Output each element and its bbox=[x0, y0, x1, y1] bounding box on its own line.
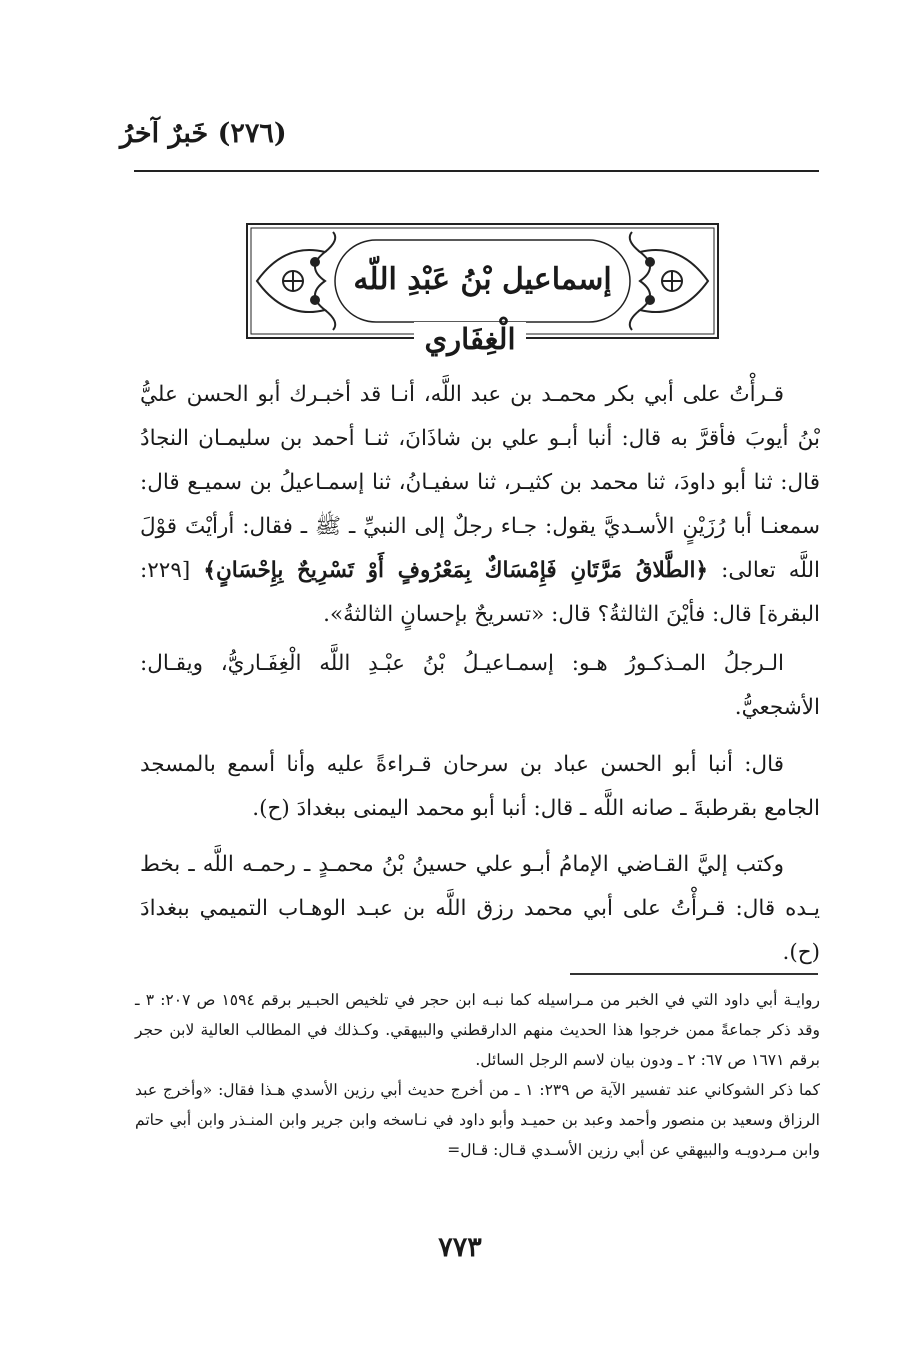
chapter-title: (٢٧٦) خَبرٌ آخرُ bbox=[120, 118, 287, 149]
narrator-nisba bbox=[170, 322, 770, 356]
narrator-nisba-text: الْغِفَاري bbox=[414, 322, 525, 356]
footnote-divider bbox=[570, 973, 818, 975]
paragraph-identification bbox=[140, 642, 820, 730]
footnotes bbox=[135, 985, 820, 1165]
left-ornament-icon bbox=[257, 232, 335, 330]
quran-verse: ﴿الطَّلاقُ مَرَّتَانِ فَإِمْسَاكٌ بِمَعْرُوفٍ أَوْ تَسْرِيحٌ بِإِحْسَانٍ﴾ bbox=[203, 558, 709, 583]
paragraph-isnad-end: [٢٢٩: البقرة] قال: فأيْنَ الثالثةُ؟ قال: «تسريحٌ بإحسانٍ الثالثةُ». bbox=[140, 558, 820, 627]
paragraph-chain-1 bbox=[140, 743, 820, 831]
page-number: ٧٧٣ bbox=[438, 1232, 482, 1263]
paragraph-isnad-text: قـرأْتُ على أبي بكر محمـد بن عبد اللَّه، أنـا قد أخبـرك أبو الحسن عليُّ بْنُ أيوبَ فأقرَّ به قال: أنبا أبـو علي بن شاذَانَ، ثنـا أحمد بن سليمـان النجادُ قال: ثنا أبو داودَ، ثنا محمد بن كثيـر، ثنا سفيـانُ، ثنا إسمـاعيلُ بن سميـع قال: سمعنـا أبا رُزَيْنٍ الأسـديَّ يقول: جـاء رجلٌ إلى النبيِّ ـ ﷺ ـ فقال: أرأيْتَ قوْلَ اللَّه تعالى: bbox=[140, 382, 820, 583]
paragraph-chain-2-text: وكتب إليَّ القـاضي الإمامُ أبـو علي حسينُ بْنُ محمـدٍ ـ رحمـه اللَّه ـ بخط يـده قال: قـرأْتُ على أبي محمد رزق اللَّه بن عبـد الوهـاب التميمي ببغدادَ (ح). bbox=[140, 852, 820, 965]
right-ornament-icon bbox=[630, 232, 708, 330]
footnote: روايـة أبي داود التي في الخبر من مـراسيله كما نبـه ابن حجر في تلخيص الحبـير برقم ١٥٩٤ ص ٢٠٧: ٣ ـ وقد ذكر جماعةً ممن خرجوا هذا الحديث منهم الدارقطني والبيهقي. وكـذلك في المطالب العالية لابن حجر برقم ١٦٧١ ص ٦٧: ٢ ـ ودون بيان لاسم الرجل السائل. bbox=[135, 991, 821, 1069]
paragraph-isnad bbox=[140, 373, 820, 637]
footnote: كما ذكر الشوكاني عند تفسير الآية ص ٢٣٩: ١ ـ من أخرج حديث أبي رزين الأسدي هـذا فقال: «وأخرج عبد الرزاق وسعيد بن منصور وأحمد وعبد بن حميـد وأبو داود في نـاسخه وابن جرير وابن المنـذر وابن أبي حاتم وابن مـردويـه والبيهقي عن أبي رزين الأسـدي قـال: قـال= bbox=[135, 1081, 821, 1159]
header-divider bbox=[134, 170, 819, 172]
paragraph-identification-text: الـرجلُ المـذكـورُ هـو: إسمـاعيـلُ بْنُ عبْـدِ اللَّه الْغِفَـاريُّ، ويقـال: الأشجعيُّ. bbox=[140, 651, 820, 720]
paragraph-chain-1-text: قال: أنبا أبو الحسن عباد بن سرحان قـراءةً عليه وأنا أسمع بالمسجد الجامع بقرطبةَ ـ صانه اللَّه ـ قال: أنبا أبو محمد اليمنى ببغدادَ (ح). bbox=[140, 752, 820, 821]
narrator-name: إسماعيل بْنُ عَبْدِ اللّه bbox=[353, 262, 612, 297]
paragraph-chain-2 bbox=[140, 843, 820, 975]
